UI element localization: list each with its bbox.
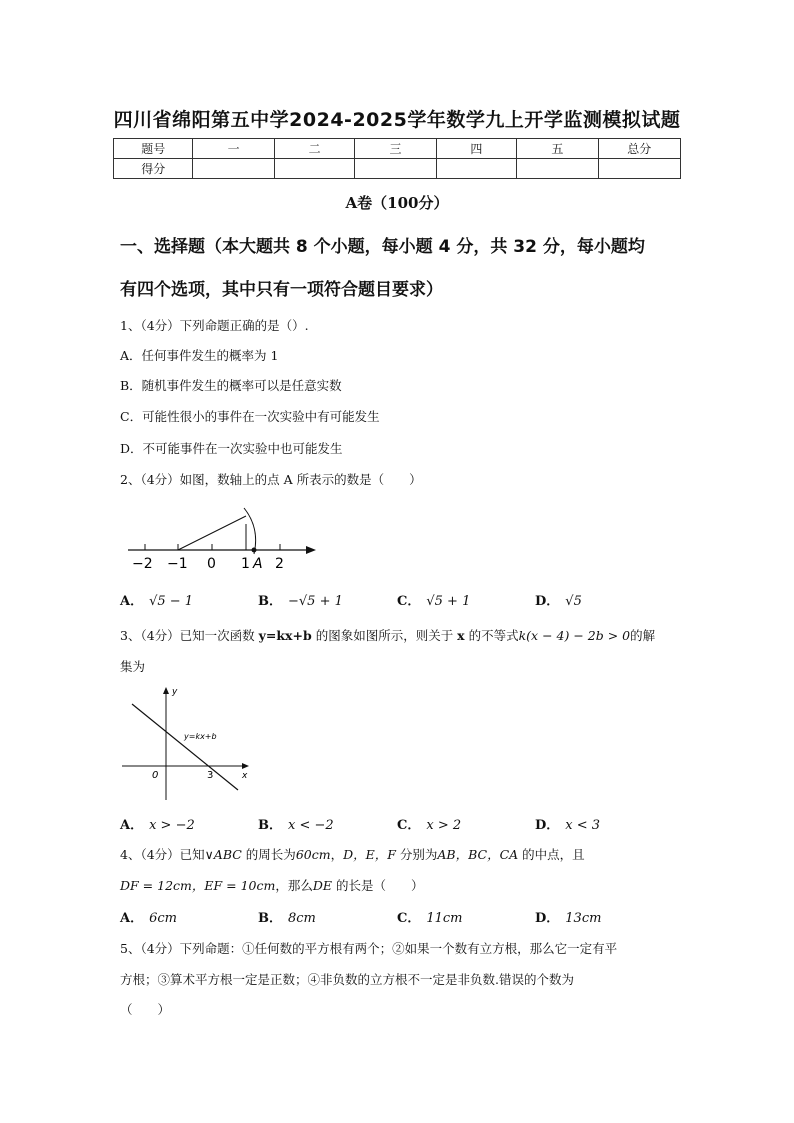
section-heading-line1: 一、选择题（本大题共 8 个小题，每小题 4 分，共 32 分，每小题均 — [120, 237, 645, 257]
score-header-cell: 二 — [274, 139, 354, 159]
score-input-cell[interactable] — [355, 159, 436, 179]
q5-stem-line2: 方根；③算术平方根一定是正数；④非负数的立方根不一定是非负数.错误的个数为 — [120, 972, 574, 987]
section-heading-line2: 有四个选项，其中只有一项符合题目要求） — [120, 280, 443, 300]
q5-stem-line3: （ ） — [120, 1002, 171, 1017]
point-a-label: A — [253, 556, 263, 572]
tick-label: −2 — [132, 556, 153, 572]
score-input-cell[interactable] — [193, 159, 274, 179]
q2-number-line-figure — [120, 496, 330, 576]
q1-option-d: D．不可能事件在一次实验中也可能发生 — [120, 441, 343, 456]
q2-stem: 2、（4分）如图，数轴上的点 A 所表示的数是（ ） — [120, 472, 422, 487]
q1-option-b: B．随机事件发生的概率可以是任意实数 — [120, 378, 342, 393]
score-input-cell[interactable] — [436, 159, 516, 179]
y-axis-arrow-icon — [163, 687, 169, 694]
tick-label: 1 — [241, 556, 250, 572]
q4-option-d: D． 13cm — [535, 911, 602, 926]
q2-option-d: D． √5 — [535, 594, 582, 609]
q3-option-d: D． x < 3 — [535, 818, 601, 833]
line-equation-label: y=kx+b — [184, 732, 217, 741]
y-axis-label: y — [172, 687, 178, 697]
q3-linear-graph-figure — [118, 684, 258, 804]
origin-label: 0 — [152, 770, 159, 781]
function-line — [132, 704, 238, 790]
q2-option-b: B． −√5 + 1 — [258, 594, 343, 609]
score-header-cell: 题号 — [114, 139, 193, 159]
q3-stem-line2: 集为 — [120, 659, 146, 674]
q2-option-c: C． √5 + 1 — [397, 594, 471, 609]
axis-arrow-icon — [306, 546, 316, 554]
q2-option-a: A． √5 − 1 — [120, 594, 194, 609]
score-header-cell: 总分 — [598, 139, 680, 159]
score-table — [113, 138, 681, 179]
q3-option-c: C． x > 2 — [397, 818, 462, 833]
q5-stem-line1: 5、（4分）下列命题：①任何数的平方根有两个；②如果一个数有立方根，那么它一定有平 — [120, 941, 618, 956]
tick-label: −1 — [167, 556, 188, 572]
q4-option-b: B． 8cm — [258, 911, 316, 926]
score-table-header-row — [114, 139, 681, 159]
exam-title: 四川省绵阳第五中学2024-2025学年数学九上开学监测模拟试题 — [113, 109, 681, 131]
q3-option-a: A． x > −2 — [120, 818, 195, 833]
score-input-cell[interactable] — [598, 159, 680, 179]
x-axis-label: x — [242, 771, 248, 781]
score-header-cell: 一 — [193, 139, 274, 159]
score-input-cell[interactable] — [274, 159, 354, 179]
q4-stem-line2: DF = 12cm，EF = 10cm，那么DE 的长是（ ） — [120, 878, 424, 893]
q1-option-a: A．任何事件发生的概率为 1 — [120, 348, 279, 363]
tick-label: 0 — [207, 556, 216, 572]
q3-stem-line1: 3、（4分）已知一次函数 y=kx+b 的图象如图所示，则关于 x 的不等式k(x − 4) − 2b > 0的解 — [120, 628, 656, 643]
point-a-dot — [252, 548, 257, 553]
score-input-cell[interactable] — [517, 159, 598, 179]
tick-label: 2 — [275, 556, 284, 572]
q1-stem: 1、（4分）下列命题正确的是（）. — [120, 318, 309, 333]
q1-option-c: C．可能性很小的事件在一次实验中有可能发生 — [120, 409, 380, 424]
score-row-label: 得分 — [114, 159, 193, 179]
q4-option-a: A． 6cm — [120, 911, 177, 926]
score-header-cell: 五 — [517, 139, 598, 159]
score-table-score-row — [114, 159, 681, 179]
q4-stem-line1: 4、（4分）已知∨ABC 的周长为60cm，D，E，F 分别为AB，BC，CA 的中点，且 — [120, 847, 585, 862]
score-header-cell: 四 — [436, 139, 516, 159]
x-axis-arrow-icon — [242, 763, 249, 769]
q4-option-c: C． 11cm — [397, 911, 463, 926]
x-intercept-label: 3 — [207, 770, 214, 781]
q3-option-b: B． x < −2 — [258, 818, 334, 833]
paper-subtitle: A卷（100分） — [345, 194, 449, 212]
score-header-cell: 三 — [355, 139, 436, 159]
